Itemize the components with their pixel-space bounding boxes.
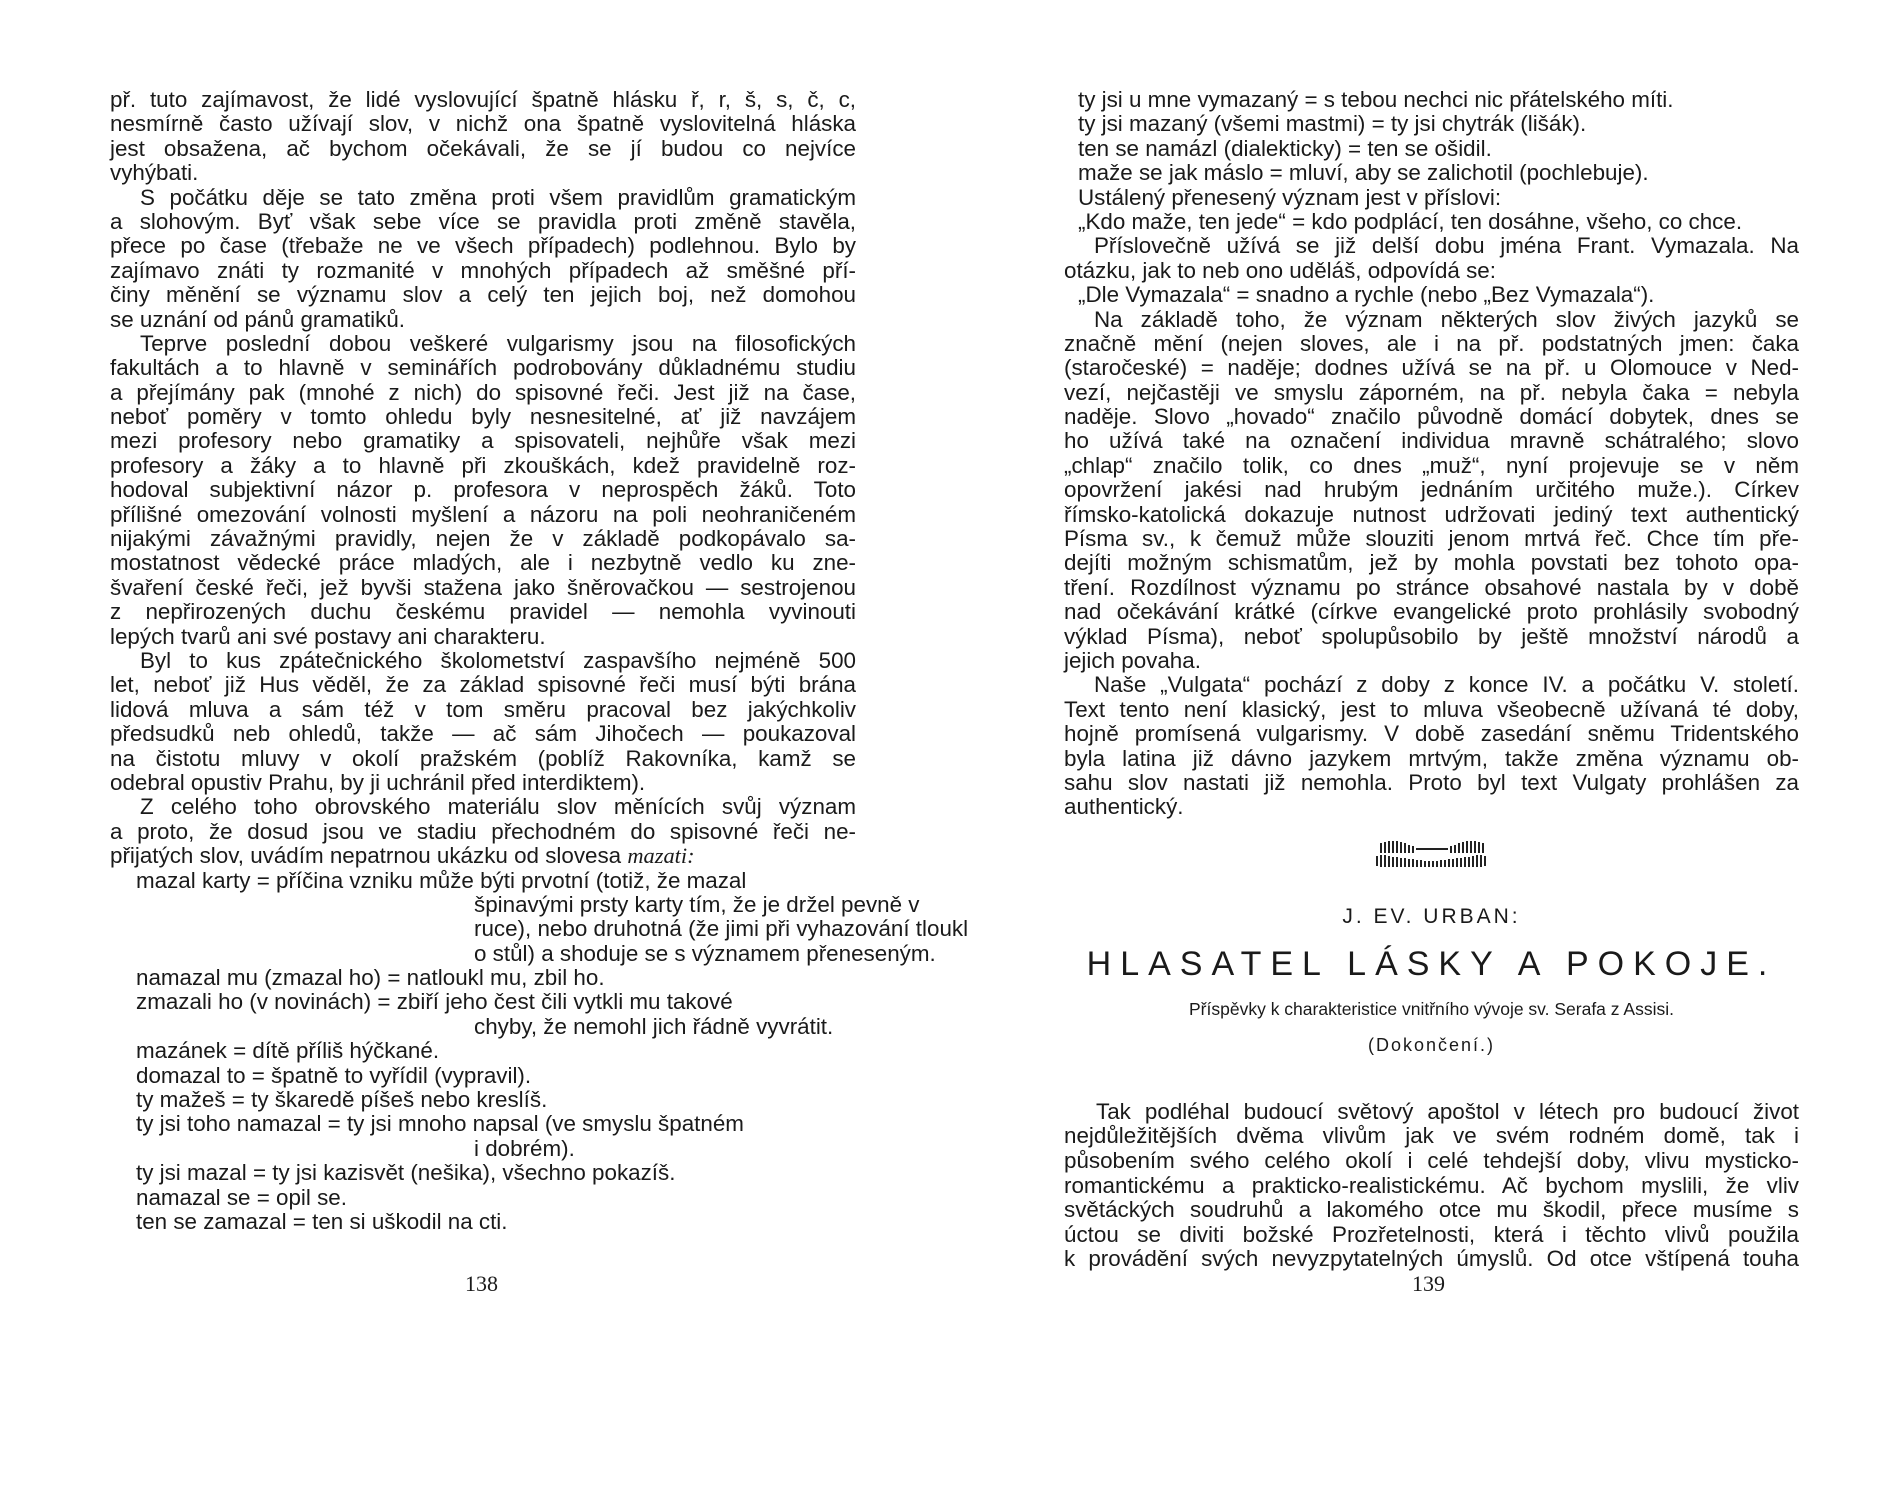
text-line: Ustálený přenesený význam jest v příslovi: <box>1078 184 1502 210</box>
text-line: „Kdo maže, ten jede“ = kdo podplácí, ten dosáhne, všeho, co chce. <box>1078 208 1743 234</box>
page-number: 139 <box>1412 1271 1445 1296</box>
continuation-note: (Dokončení.) <box>1367 1034 1496 1055</box>
text-line: se uznání od pánů gramatiků. <box>110 306 406 332</box>
text-line: a proto, že dosud jsou ve stadiu přechodném do spisovné řeči ne- <box>110 818 856 844</box>
text-line: z nepřirozených duchu českému pravidel — nemohla vyvinouti <box>110 599 856 625</box>
text-line: zajímavo znáti ty rozmanité v mnohých případech až směšné pří- <box>110 257 856 283</box>
text-line: Text tento není klasický, jest to mluva všeobecně užívaná té doby, <box>1064 696 1799 722</box>
text-line: nejdůležitějších dvěma vlivům jak ve svém rodném domě, tak i <box>1064 1123 1799 1149</box>
text-line: vezí, nejčastěji ve smyslu záporném, na př. nebyla čaka = nebyla <box>1064 379 1799 405</box>
example-line: ten se zamazal = ten si uškodil na cti. <box>136 1208 508 1234</box>
example-continuation: chyby, že nemohl jich řádně vyvrátit. <box>474 1013 834 1039</box>
text-line: otázku, jak to neb ono uděláš, odpovídá se: <box>1064 257 1496 283</box>
text-line: „chlap“ značilo tolik, co dnes „muž“, nyní projevuje se v něm <box>1064 452 1799 478</box>
text-line: byla latina již dávno jazykem mrtvým, takže změna významu ob- <box>1064 745 1799 771</box>
example-line: mazal karty = příčina vzniku může býti prvotní (totiž, že mazal <box>136 867 747 893</box>
text-line: jest obsažena, ač bychom očekávali, že se jí budou co nejvíce <box>110 135 856 161</box>
text-line: opovržení jakési nad hrubým jednáním určitého muže.). Církev <box>1064 477 1799 503</box>
text-line: švaření české řeči, jež byvši stažena jako šněrovačkou — sestrojenou <box>110 574 856 600</box>
italic-term: mazati: <box>627 843 695 869</box>
left-page <box>110 87 969 1234</box>
text-line: jejich povaha. <box>1064 647 1201 673</box>
text-line: dejíti možným schismatům, jež by mohla povstati bez tohoto opa- <box>1064 550 1799 576</box>
text-line: Naše „Vulgata“ pochází z doby z konce IV. a počátku V. století. <box>1094 672 1799 698</box>
text-line: vyhýbati. <box>110 160 199 186</box>
text-line: značně mění (nejen sloves, ale i na př. podstatných jmen: čaka <box>1064 330 1799 356</box>
example-line: zmazali ho (v novinách) = zbiří jeho čest čili vytkli mu takové <box>136 989 733 1015</box>
text-line: výklad Písma), neboť spolupůsobilo by ještě množství národů a <box>1064 623 1799 649</box>
text-line: odebral opustiv Prahu, by ji uchránil před interdiktem). <box>110 769 646 795</box>
text-line: Na základě toho, že význam některých slov živých jazyků se <box>1094 306 1799 332</box>
text-span: přijatých slov, uvádím nepatrnou ukázku od slovesa <box>110 843 622 869</box>
text-line: a slohovým. Byť však sebe více se pravidla proti změně stavěla, <box>110 208 856 234</box>
article-title: HLASATEL LÁSKY A POKOJE. <box>1086 944 1777 983</box>
text-line: př. tuto zajímavost, že lidé vyslovující špatně hlásku ř, r, š, s, č, c, <box>110 87 856 112</box>
text-line: předsudků neb ohledů, takže — ač sám Jihočech — poukazoval <box>110 721 856 747</box>
text-line: úctou se diviti božské Prozřetelnosti, která i těchto vlivů použila <box>1064 1221 1799 1247</box>
text-line: Teprve poslední dobou veškeré vulgarismy jsou na filosofických <box>140 330 856 356</box>
text-line: nad očekávání krátké (církve evangelické proto prohlásily svobodný <box>1064 599 1799 625</box>
example-line: ten se namázl (dialekticky) = ten se ošidil. <box>1078 135 1492 161</box>
text-line: a přejímány pak (mnohé z nich) do spisovné řeči. Jest již na čase, <box>110 379 856 405</box>
text-line: hojně promísená vulgarismy. V době zasedání sněmu Tridentského <box>1064 721 1799 747</box>
example-line: namazal se = opil se. <box>136 1184 347 1210</box>
text-line: neboť poměry v tomto ohledu byly nesnesitelné, ať již navzájem <box>110 404 856 430</box>
page-number: 138 <box>465 1271 498 1296</box>
text-line: (staročeské) = naděje; dodnes užívá se na př. u Olomouce v Ned- <box>1064 355 1799 381</box>
text-line: nesmírně často užívají slov, v nichž ona špatně vyslovitelná hláska <box>110 111 856 137</box>
text-line: působením svého celého okolí i celé tehdejší doby, vlivu mysticko- <box>1064 1147 1799 1173</box>
text-line-with-italic <box>110 844 856 868</box>
ornament-divider <box>1372 840 1492 870</box>
text-line: Byl to kus zpátečnického školometství zaspavšího nejméně 500 <box>140 647 856 673</box>
example-line: namazal mu (zmazal ho) = natloukl mu, zbil ho. <box>136 965 605 991</box>
text-line: lepých tvarů ani své postavy ani charakteru. <box>110 623 546 649</box>
text-line: authentický. <box>1064 794 1184 820</box>
example-line: domazal to = špatně to vyřídil (vypravil). <box>136 1062 532 1088</box>
text-line: naděje. Slovo „hovado“ značilo původně domácí dobytek, dnes se <box>1064 404 1799 430</box>
text-line: Příslovečně užívá se již delší dobu jména Frant. Vymazala. Na <box>1094 233 1799 259</box>
text-line: ho užívá také na označení individua mravně schátralého; slovo <box>1064 428 1799 454</box>
example-line: ty jsi mazal = ty jsi kazisvět (nešika), všechno pokazíš. <box>136 1160 676 1186</box>
text-line: na čistotu mluvy v okolí pražském (poblíž Rakovníka, kamž se <box>110 745 856 771</box>
example-line: ty jsi toho namazal = ty jsi mnoho napsal (ve smyslu špatném <box>136 1111 744 1137</box>
text-line: S počátku děje se tato změna proti všem pravidlům gramatickým <box>140 184 856 210</box>
example-line: ty jsi mazaný (všemi mastmi) = ty jsi chytrák (lišák). <box>1078 111 1587 137</box>
text-line: Z celého toho obrovského materiálu slov měnících svůj význam <box>140 794 856 820</box>
text-line: světáckých soudruhů a lakomého otce mu škodil, přece musíme s <box>1064 1197 1799 1223</box>
example-continuation: ruce), nebo druhotná (že jimi při vyhazování tloukl <box>474 916 969 942</box>
text-line: Písma sv., k čemuž může slouziti jenom mrtvá řeč. Chce tím pře- <box>1064 526 1799 552</box>
example-continuation: i dobrém). <box>474 1135 575 1161</box>
text-line: hodoval subjektivní názor p. profesora v neprospěch žáků. Toto <box>110 477 856 503</box>
text-line: „Dle Vymazala“ = snadno a rychle (nebo „Bez Vymazala“). <box>1078 282 1655 308</box>
text-line: tření. Rozdílnost významu po stránce obsahové nastala by v době <box>1064 574 1799 600</box>
text-line: mezi profesory nebo gramatiky a spisovateli, nejhůře však mezi <box>110 428 856 454</box>
text-line: fakultách a to hlavně v seminářích podrobovány důkladnému studiu <box>110 355 856 381</box>
article-author: J. EV. URBAN: <box>1342 904 1521 928</box>
right-page <box>1064 88 1799 1272</box>
example-continuation: o stůl) a shoduje se s významem přeneseným. <box>474 940 936 966</box>
text-line: činy měnění se významu slov a celý ten jejich boj, než domohou <box>110 282 856 308</box>
text-line: k provádění svých nevyzpytatelných úmyslů. Od otce vštípená touha <box>1064 1246 1799 1272</box>
text-line: římsko-katolická dokazuje nutnost udržovati jediný text authentický <box>1064 501 1799 527</box>
example-line: maže se jak máslo = mluví, aby se zalichotil (pochlebuje). <box>1078 160 1649 186</box>
text-line: nijakými závažnými pravidly, nejen že v základě podkopávalo sa- <box>110 526 856 552</box>
article-body <box>1064 1100 1799 1272</box>
example-line: ty jsi u mne vymazaný = s tebou nechci nic přátelského míti. <box>1078 87 1674 112</box>
article-subtitle: Příspěvky k charakteristice vnitřního vývoje sv. Serafa z Assisi. <box>1189 998 1674 1019</box>
example-continuation: špinavými prsty karty tím, že je držel pevně v <box>474 891 920 917</box>
text-line: lidová mluva a sám též v tom směru pracoval bez jakýchkoliv <box>110 696 856 722</box>
text-line: přílišné omezování volnosti myšlení a názoru na poli neohraničeném <box>110 501 856 527</box>
text-line: mostatnost vědecké práce mladých, ale i nezbytně vedlo ku zne- <box>110 550 856 576</box>
text-line: Tak podléhal budoucí světový apoštol v létech pro budoucí život <box>1096 1098 1799 1124</box>
text-line: profesory a žáky a to hlavně při zkouškách, kdež pravidelně roz- <box>110 452 856 478</box>
example-line: ty mažeš = ty škaredě píšeš nebo kreslíš. <box>136 1087 548 1113</box>
text-line: sahu slov nastati již nemohla. Proto byl text Vulgaty prohlášen za <box>1064 769 1799 795</box>
text-line: let, neboť již Hus věděl, že za základ spisovné řeči musí býti brána <box>110 672 856 698</box>
example-line: mazánek = dítě příliš hýčkané. <box>136 1038 440 1064</box>
text-line: romantickému a prakticko-realistickému. Ač bychom myslili, že vliv <box>1064 1172 1799 1198</box>
text-line: přece po čase (třebaže ne ve všech případech) podlehnou. Bylo by <box>110 233 856 259</box>
